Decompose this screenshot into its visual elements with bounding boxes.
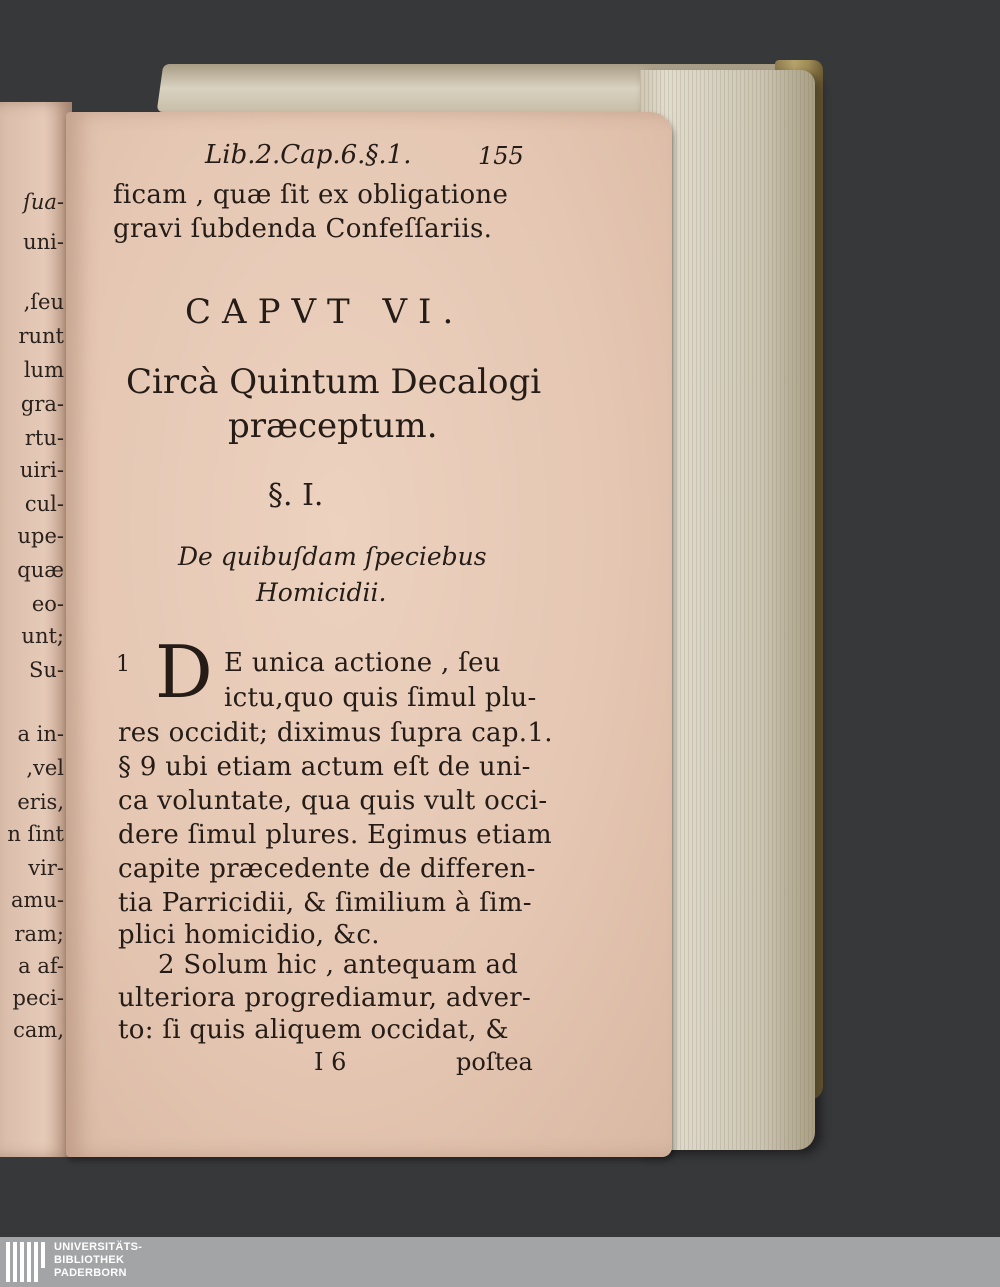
institution-name-line: BIBLIOTHEK — [54, 1254, 125, 1266]
left-line-fragment: runt — [18, 324, 64, 348]
text-line: tia Parricidii, & ſimilium à ſim- — [118, 888, 532, 918]
left-line-fragment: ram; — [14, 922, 64, 946]
left-line-fragment: a in- — [17, 722, 64, 746]
left-line-fragment: vir- — [28, 856, 64, 880]
left-line-fragment: peci- — [12, 986, 64, 1010]
section-title-line: Homicidii. — [256, 578, 387, 607]
drop-cap: D — [155, 630, 213, 714]
footer-bar — [0, 1237, 1000, 1287]
signature-mark: I 6 — [314, 1048, 347, 1076]
text-line: ficam , quæ ſit ex obligatione — [113, 180, 509, 210]
text-line: plici homicidio, &c. — [118, 920, 380, 950]
text-line: ulteriora progrediamur, adver- — [118, 983, 532, 1013]
left-line-fragment: lum — [23, 358, 64, 382]
left-line-fragment: a af- — [18, 954, 64, 978]
left-line-fragment: eris, — [17, 790, 64, 814]
catchword: poſtea — [456, 1048, 533, 1076]
chapter-title-line: præceptum. — [228, 406, 438, 446]
left-line-fragment: Su- — [28, 658, 64, 682]
left-line-fragment: rtu- — [24, 426, 64, 450]
text-line: § 9 ubi etiam actum eſt de uni- — [118, 752, 531, 782]
left-line-fragment: eo- — [31, 592, 64, 616]
left-line-fragment: cul- — [24, 492, 64, 516]
left-line-fragment: ſua- — [23, 190, 64, 214]
left-line-fragment: ,ſeu — [23, 290, 64, 314]
left-line-fragment: cam, — [13, 1018, 64, 1042]
text-line: ca voluntate, qua quis vult occi- — [118, 786, 548, 816]
library-logo-icon — [6, 1242, 48, 1282]
text-line: capite præcedente de differen- — [118, 854, 536, 884]
text-line: dere ſimul plures. Egimus etiam — [118, 820, 552, 850]
left-line-fragment: ,vel — [26, 756, 64, 780]
chapter-heading: CAPVT VI. — [185, 292, 465, 332]
left-line-fragment: n ſint — [7, 822, 64, 846]
page-number: 155 — [478, 142, 524, 170]
section-title-line: De quibuſdam ſpeciebus — [178, 542, 487, 571]
left-line-fragment: quæ — [17, 558, 64, 582]
left-line-fragment: amu- — [10, 888, 64, 912]
institution-name-line: PADERBORN — [54, 1267, 127, 1279]
left-line-fragment: unt; — [21, 624, 64, 648]
left-line-fragment: gra- — [20, 392, 64, 416]
left-line-fragment: upe- — [17, 524, 64, 548]
text-line: res occidit; diximus ſupra cap.1. — [118, 718, 553, 748]
institution-name-line: UNIVERSITÄTS- — [54, 1241, 143, 1253]
chapter-title-line: Circà Quintum Decalogi — [126, 362, 542, 402]
section-mark: §. I. — [268, 478, 324, 513]
left-line-fragment: uiri- — [19, 458, 64, 482]
left-page — [0, 102, 72, 1157]
text-line: E unica actione , ſeu — [224, 648, 501, 678]
text-line: 2 Solum hic , antequam ad — [158, 950, 519, 980]
running-head: Lib.2.Cap.6.§.1. — [205, 140, 412, 170]
paragraph-number: 1 — [116, 652, 130, 677]
left-line-fragment: uni- — [23, 230, 64, 254]
text-line: to: ſi quis aliquem occidat, & — [118, 1015, 509, 1045]
text-line: gravi ſubdenda Confeſſariis. — [113, 214, 493, 244]
text-line: ictu,quo quis ſimul plu- — [224, 683, 537, 713]
